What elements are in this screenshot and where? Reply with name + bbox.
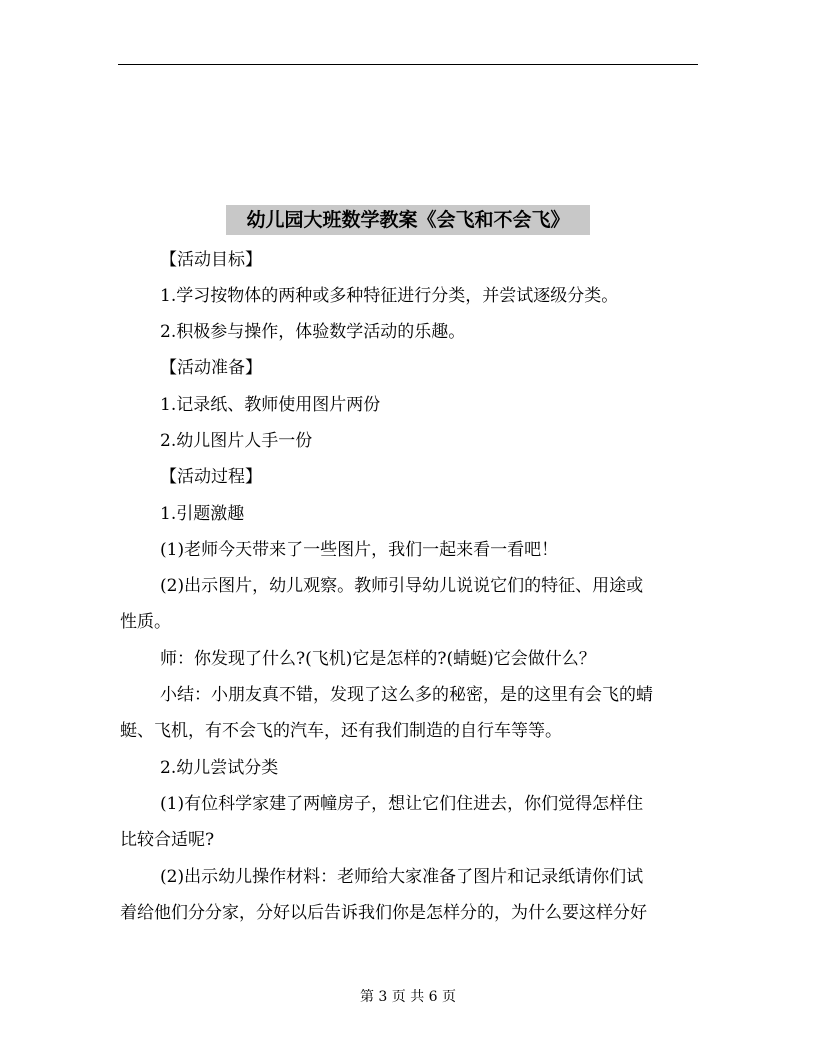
paragraph-line: 2.积极参与操作，体验数学活动的乐趣。 bbox=[160, 322, 466, 342]
paragraph-line: 蜓、飞机，有不会飞的汽车，还有我们制造的自行车等等。 bbox=[120, 721, 562, 741]
section-heading-goals: 【活动目标】 bbox=[160, 250, 262, 270]
document-title: 幼儿园大班数学教案《会飞和不会飞》 bbox=[226, 205, 590, 235]
paragraph-line: 2.幼儿图片人手一份 bbox=[160, 431, 313, 451]
paragraph-line: (1)老师今天带来了一些图片，我们一起来看一看吧！ bbox=[160, 540, 559, 560]
section-heading-process: 【活动过程】 bbox=[160, 467, 262, 487]
paragraph-line: 着给他们分分家，分好以后告诉我们你是怎样分的，为什么要这样分好 bbox=[120, 903, 647, 923]
paragraph-line: 1.引题激趣 bbox=[160, 504, 245, 524]
paragraph-line: 性质。 bbox=[120, 612, 171, 632]
header-rule bbox=[118, 64, 698, 65]
paragraph-line: 2.幼儿尝试分类 bbox=[160, 758, 279, 778]
page-number-footer: 第 3 页 共 6 页 bbox=[359, 989, 457, 1005]
paragraph-line: 小结：小朋友真不错，发现了这么多的秘密，是的这里有会飞的蜻 bbox=[160, 685, 653, 705]
paragraph-line: 比较合适呢? bbox=[120, 830, 215, 850]
paragraph-line: (2)出示幼儿操作材料：老师给大家准备了图片和记录纸请你们试 bbox=[160, 867, 644, 887]
paragraph-line: (1)有位科学家建了两幢房子，想让它们住进去，你们觉得怎样住 bbox=[160, 794, 644, 814]
paragraph-line: (2)出示图片，幼儿观察。教师引导幼儿说说它们的特征、用途或 bbox=[160, 576, 644, 596]
paragraph-line: 1.学习按物体的两种或多种特征进行分类，并尝试逐级分类。 bbox=[160, 286, 619, 306]
paragraph-line: 师：你发现了什么?(飞机)它是怎样的?(蜻蜓)它会做什么？ bbox=[160, 649, 596, 669]
section-heading-preparation: 【活动准备】 bbox=[160, 358, 262, 378]
paragraph-line: 1.记录纸、教师使用图片两份 bbox=[160, 395, 381, 415]
